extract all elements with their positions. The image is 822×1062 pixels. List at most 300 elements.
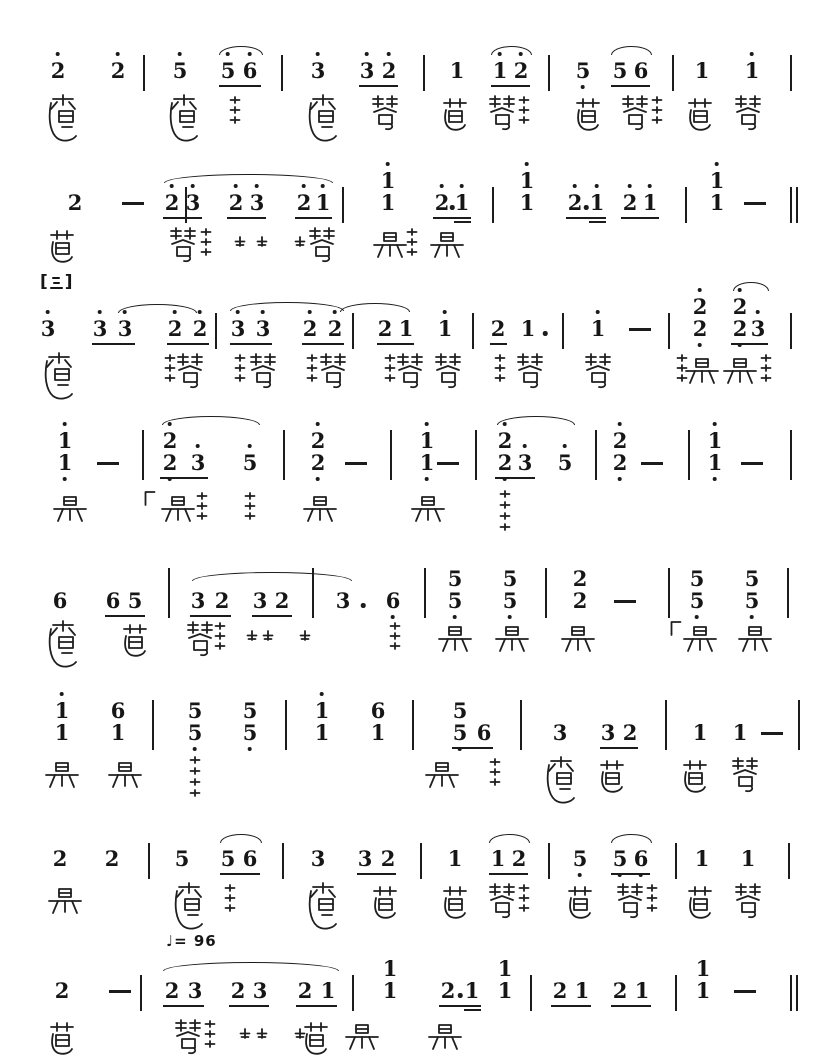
sustain-dash <box>345 462 367 465</box>
note <box>696 958 711 980</box>
octave-dot-above <box>387 52 391 56</box>
note <box>613 848 628 870</box>
note-digit: 1 <box>315 190 331 215</box>
note <box>186 192 201 214</box>
tablature-glyph <box>426 1023 464 1053</box>
note-digit: 2 <box>440 978 456 1003</box>
note-digit: 5 <box>242 720 258 745</box>
note-digit: 3 <box>357 846 373 871</box>
note <box>695 60 710 82</box>
note-digit: 1 <box>54 698 70 723</box>
note-digit: 2 <box>732 294 748 319</box>
octave-dot-above <box>316 422 320 426</box>
tablature-glyph <box>173 1018 203 1056</box>
note <box>435 192 450 214</box>
barline <box>548 55 550 91</box>
note <box>693 722 708 744</box>
note-digit: 1 <box>519 168 535 193</box>
note-digit: 1 <box>370 720 386 745</box>
tablature-glyph <box>244 492 257 524</box>
note-digit: 1 <box>490 846 506 871</box>
tablature-glyph <box>406 228 419 260</box>
octave-dot-above <box>756 310 760 314</box>
note <box>383 980 398 1002</box>
beam-underline <box>621 217 659 219</box>
note-digit: 3 <box>750 316 766 341</box>
note-digit: 5 <box>572 846 588 871</box>
note <box>553 980 568 1002</box>
note-digit: 3 <box>249 190 265 215</box>
barline <box>352 313 354 349</box>
note <box>503 568 518 590</box>
slur <box>340 303 410 312</box>
barline <box>152 700 154 750</box>
note <box>93 318 108 340</box>
note-digit: 5 <box>744 566 760 591</box>
note <box>221 848 236 870</box>
note-digit: 6 <box>385 588 401 613</box>
note-digit: 1 <box>707 428 723 453</box>
note <box>188 700 203 722</box>
note-digit: 1 <box>382 956 398 981</box>
octave-dot-below <box>63 477 67 481</box>
barline <box>790 55 792 91</box>
note <box>315 722 330 744</box>
note <box>381 192 396 214</box>
tablature-glyph <box>441 97 469 131</box>
note <box>371 722 386 744</box>
note-digit: 5 <box>447 588 463 613</box>
note-digit: 1 <box>497 978 513 1003</box>
barline <box>530 975 532 1011</box>
beam-underline <box>163 1005 204 1007</box>
note <box>188 980 203 1002</box>
note <box>696 980 711 1002</box>
note <box>733 318 748 340</box>
note <box>191 590 206 612</box>
note-digit: 5 <box>612 846 628 871</box>
tablature-glyph <box>234 354 247 386</box>
tablature-glyph <box>46 887 84 917</box>
octave-dot-above <box>63 422 67 426</box>
barline <box>790 187 792 223</box>
barline-final <box>796 975 799 1011</box>
octave-dot-above <box>573 184 577 188</box>
note-digit: 2 <box>230 978 246 1003</box>
beam-underline <box>377 343 414 345</box>
section-bracket-open: [ <box>40 272 48 292</box>
tablature-glyph <box>518 96 531 128</box>
octave-dot-below <box>713 477 717 481</box>
tablature-glyph <box>494 354 507 386</box>
note-digit: 2 <box>511 846 527 871</box>
note-digit: 1 <box>519 190 535 215</box>
barline <box>545 568 547 618</box>
note-digit: 1 <box>398 316 414 341</box>
note-digit: 1 <box>692 720 708 745</box>
note <box>55 722 70 744</box>
barline <box>352 975 354 1011</box>
barline <box>475 430 477 480</box>
note-digit: 2 <box>164 190 180 215</box>
note-digit: 2 <box>490 316 506 341</box>
tablature-glyph <box>646 884 659 916</box>
note <box>450 60 465 82</box>
beam-underline <box>105 615 145 617</box>
note <box>708 430 723 452</box>
note-digit: 5 <box>187 720 203 745</box>
octave-dot-above <box>525 162 529 166</box>
note <box>573 848 588 870</box>
note <box>520 192 535 214</box>
tablature-glyph <box>515 352 545 390</box>
barline <box>492 187 494 223</box>
note-digit: 6 <box>105 588 121 613</box>
note <box>168 318 183 340</box>
sustain-dash <box>641 462 663 465</box>
note <box>613 980 628 1002</box>
beam-underline <box>359 85 398 87</box>
note-digit: 1 <box>732 720 748 745</box>
tablature-glyph <box>733 94 763 132</box>
note-digit: 2 <box>612 978 628 1003</box>
note <box>358 848 373 870</box>
note <box>420 452 435 474</box>
note-digit: 2 <box>162 428 178 453</box>
note-digit: 3 <box>190 588 206 613</box>
note-digit: 2 <box>310 450 326 475</box>
note <box>643 192 658 214</box>
octave-dot-below <box>316 477 320 481</box>
note <box>693 318 708 340</box>
note <box>250 192 265 214</box>
note <box>448 848 463 870</box>
octave-dot-below <box>193 747 197 751</box>
note <box>243 60 258 82</box>
octave-dot-above <box>715 162 719 166</box>
tablature-glyph <box>733 882 763 920</box>
note <box>498 980 513 1002</box>
octave-dot-above <box>234 184 238 188</box>
tablature-glyph <box>370 94 400 132</box>
barline <box>672 55 674 91</box>
octave-dot-below <box>248 747 252 751</box>
note <box>316 192 331 214</box>
tablature-glyph <box>235 236 246 247</box>
note <box>613 430 628 452</box>
barline <box>675 843 677 879</box>
section-marker <box>40 272 73 292</box>
note-digit: 6 <box>110 698 126 723</box>
tablature-glyph <box>620 94 650 132</box>
note <box>613 452 628 474</box>
barline <box>285 700 287 750</box>
tablature-glyph <box>441 885 469 919</box>
note <box>591 318 606 340</box>
note <box>518 452 533 474</box>
tablature-glyph <box>487 882 517 920</box>
note <box>438 318 453 340</box>
octave-dot-below <box>425 477 429 481</box>
note <box>215 590 230 612</box>
note <box>243 848 258 870</box>
sustain-dash <box>734 990 756 993</box>
note-digit: 1 <box>454 190 470 215</box>
tablature-glyph <box>343 1023 381 1053</box>
note <box>493 60 508 82</box>
note <box>111 700 126 722</box>
note-digit: 1 <box>694 58 710 83</box>
note-digit: 5 <box>452 720 468 745</box>
note <box>520 170 535 192</box>
note <box>745 590 760 612</box>
note <box>553 722 568 744</box>
beam-underline <box>229 1005 269 1007</box>
note-digit: 1 <box>709 168 725 193</box>
octave-dot-above <box>321 184 325 188</box>
note-digit: 2 <box>434 190 450 215</box>
tablature-glyph <box>51 495 89 525</box>
note <box>590 192 605 214</box>
slur <box>611 46 652 55</box>
octave-dot-below <box>508 615 512 619</box>
tablature-glyph <box>583 352 613 390</box>
barline <box>668 313 670 349</box>
note <box>175 848 190 870</box>
octave-dot-below <box>578 873 582 877</box>
note <box>575 980 590 1002</box>
note <box>297 192 312 214</box>
beam-underline <box>566 217 606 219</box>
octave-dot-above <box>170 184 174 188</box>
note-digit: 1 <box>447 846 463 871</box>
tablature-glyph <box>371 231 409 261</box>
note-digit: 1 <box>589 190 605 215</box>
note <box>601 722 616 744</box>
note-digit: 1 <box>57 428 73 453</box>
note <box>68 192 83 214</box>
octave-dot-above <box>302 184 306 188</box>
octave-dot-above <box>628 184 632 188</box>
beam-underline <box>611 1005 651 1007</box>
note <box>498 958 513 980</box>
note <box>243 700 258 722</box>
note-digit: 2 <box>296 190 312 215</box>
note <box>105 848 120 870</box>
note <box>193 318 208 340</box>
note <box>53 590 68 612</box>
slur <box>163 962 339 971</box>
note-digit: 2 <box>612 450 628 475</box>
octave-dot-above <box>46 310 50 314</box>
note <box>634 60 649 82</box>
tablature-glyph <box>306 354 319 386</box>
barline <box>548 843 550 879</box>
tablature-glyph <box>301 495 339 525</box>
note <box>441 980 456 1002</box>
tablature-glyph <box>40 352 76 400</box>
octave-dot-above <box>563 444 567 448</box>
note-digit: 2 <box>162 450 178 475</box>
note <box>573 590 588 612</box>
note-digit: 1 <box>492 58 508 83</box>
note <box>303 318 318 340</box>
note-digit: 2 <box>52 846 68 871</box>
augmentation-dot <box>361 603 366 608</box>
tablature-glyph <box>240 1028 251 1039</box>
tablature-glyph <box>44 620 80 668</box>
sustain-dash <box>761 732 783 735</box>
tablature-glyph <box>257 236 268 247</box>
note <box>635 980 650 1002</box>
beam-underline <box>219 85 261 87</box>
note-digit: 6 <box>52 588 68 613</box>
note <box>448 590 463 612</box>
tablature-glyph <box>489 758 502 790</box>
note-digit: 5 <box>172 58 188 83</box>
tablature-glyph <box>318 352 348 390</box>
note <box>503 590 518 612</box>
barline <box>282 843 284 879</box>
note-digit: 2 <box>567 190 583 215</box>
note-digit: 5 <box>502 566 518 591</box>
beam-underline <box>160 477 208 479</box>
note <box>311 452 326 474</box>
octave-dot-below <box>618 477 622 481</box>
tablature-glyph <box>598 759 626 793</box>
note <box>111 60 126 82</box>
note <box>231 980 246 1002</box>
beam-underline <box>489 873 528 875</box>
tablature-glyph <box>686 885 714 919</box>
note <box>498 430 513 452</box>
note <box>165 980 180 1002</box>
note-digit: 3 <box>185 190 201 215</box>
note-digit: 1 <box>314 720 330 745</box>
tablature-glyph <box>204 1020 217 1052</box>
note <box>336 590 351 612</box>
note <box>745 60 760 82</box>
note <box>448 568 463 590</box>
octave-dot-above <box>255 184 259 188</box>
note <box>741 848 756 870</box>
note-digit: 1 <box>320 978 336 1003</box>
note <box>381 170 396 192</box>
octave-dot-below <box>581 85 585 89</box>
note-digit: 6 <box>370 698 386 723</box>
note-digit: 1 <box>574 978 590 1003</box>
sustain-dash <box>744 202 766 205</box>
beam-underline <box>296 1005 337 1007</box>
octave-dot-above <box>595 184 599 188</box>
note-digit: 2 <box>622 720 638 745</box>
octave-dot-above <box>98 310 102 314</box>
note <box>695 848 710 870</box>
tablature-glyph <box>615 882 645 920</box>
barline-final <box>796 187 799 223</box>
octave-dot-above <box>178 52 182 56</box>
note <box>420 430 435 452</box>
beam-underline-double <box>454 221 471 223</box>
tablature-glyph <box>681 759 709 793</box>
note <box>491 848 506 870</box>
barline <box>420 843 422 879</box>
octave-dot-above <box>116 52 120 56</box>
note-digit: 3 <box>310 58 326 83</box>
sustain-dash <box>122 202 144 205</box>
beam-underline <box>611 85 650 87</box>
note-digit: 3 <box>92 316 108 341</box>
octave-dot-above <box>618 422 622 426</box>
note <box>275 590 290 612</box>
tablature-glyph <box>247 630 258 641</box>
tablature-glyph <box>518 884 531 916</box>
octave-dot-above <box>713 422 717 426</box>
beam-underline-double <box>589 221 606 223</box>
beam-underline <box>490 343 507 345</box>
tablature-glyph <box>200 228 213 260</box>
note-digit: 2 <box>104 846 120 871</box>
slur <box>118 304 197 313</box>
note-digit: 1 <box>695 978 711 1003</box>
note-digit: 5 <box>612 58 628 83</box>
note <box>576 60 591 82</box>
note-digit: 5 <box>174 846 190 871</box>
tablature-glyph <box>395 352 425 390</box>
note <box>231 318 246 340</box>
tablature-glyph <box>304 882 340 930</box>
barline <box>412 700 414 750</box>
tablature-glyph <box>248 352 278 390</box>
octave-dot-above <box>320 692 324 696</box>
note <box>733 296 748 318</box>
tablature-glyph <box>295 236 306 247</box>
beam-underline <box>731 343 768 345</box>
note-digit: 2 <box>497 428 513 453</box>
section-bracket-close: ] <box>64 272 73 292</box>
barline <box>143 55 145 91</box>
note-digit: 1 <box>590 316 606 341</box>
slur <box>162 416 260 425</box>
note <box>498 452 513 474</box>
beam-underline <box>357 873 396 875</box>
note-digit: 2 <box>497 450 513 475</box>
slur <box>230 302 344 311</box>
octave-dot-above <box>248 444 252 448</box>
note <box>58 452 73 474</box>
beam-underline <box>252 615 292 617</box>
beam-underline <box>439 1005 481 1007</box>
note-digit: 5 <box>187 698 203 723</box>
note <box>165 192 180 214</box>
note-digit: 1 <box>497 956 513 981</box>
note-digit: 1 <box>449 58 465 83</box>
note-digit: 3 <box>252 588 268 613</box>
note-digit: 5 <box>744 588 760 613</box>
tablature-glyph <box>371 885 399 919</box>
barline <box>142 430 144 480</box>
barline <box>140 975 142 1011</box>
note <box>188 722 203 744</box>
note <box>243 722 258 744</box>
tablature-glyph <box>542 756 578 804</box>
note <box>118 318 133 340</box>
note <box>477 722 492 744</box>
octave-dot-above <box>648 184 652 188</box>
tablature-glyph <box>423 761 461 791</box>
note-digit: 2 <box>310 428 326 453</box>
note <box>360 60 375 82</box>
